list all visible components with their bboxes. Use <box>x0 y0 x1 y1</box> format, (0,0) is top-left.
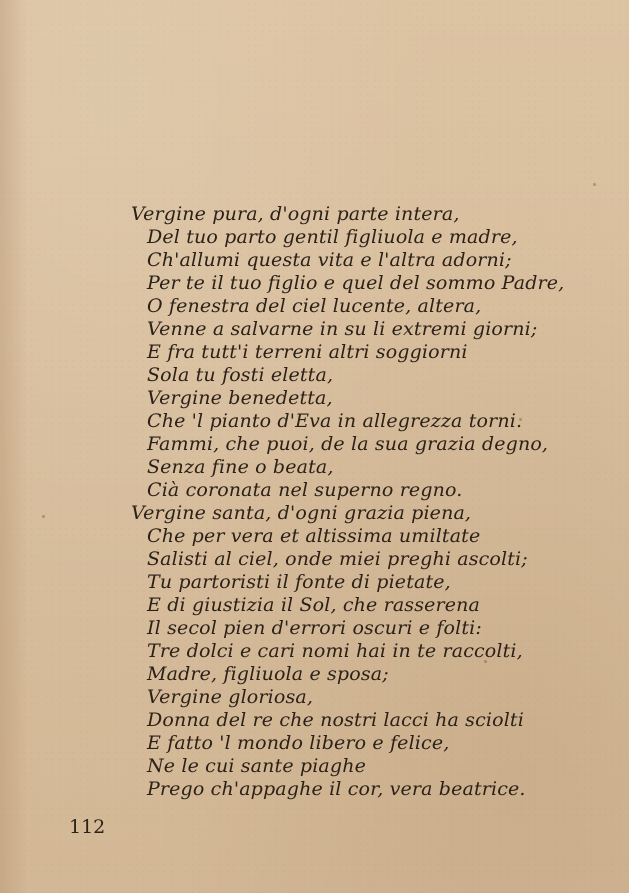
poem-line: Sola tu fosti eletta, <box>147 364 334 386</box>
poem-line: Salisti al ciel, onde miei preghi ascolti; <box>147 548 528 570</box>
poem-line: Per te il tuo figlio e quel del sommo Padre, <box>147 272 565 294</box>
poem-line: E di giustizia il Sol, che rasserena <box>147 594 480 616</box>
poem-line: O fenestra del ciel lucente, altera, <box>147 295 482 317</box>
poem-line: Vergine pura, d'ogni parte intera, <box>131 203 460 225</box>
poem-line: Donna del re che nostri lacci ha sciolti <box>147 709 524 731</box>
poem-line: Senza fine o beata, <box>147 456 334 478</box>
poem-line: E fra tutt'i terreni altri soggiorni <box>147 341 468 363</box>
poem-line: Vergine gloriosa, <box>147 686 314 708</box>
poem-line: Madre, figliuola e sposa; <box>147 663 389 685</box>
poem-line: Tu partoristi il fonte di pietate, <box>147 571 451 593</box>
poem-line: Del tuo parto gentil figliuola e madre, <box>147 226 518 248</box>
poem-line: Tre dolci e cari nomi hai in te raccolti, <box>147 640 523 662</box>
poem-line: Prego ch'appaghe il cor, vera beatrice. <box>147 778 526 800</box>
poem-line: Cià coronata nel superno regno. <box>147 479 463 501</box>
poem-line: Che per vera et altissima umiltate <box>147 525 481 547</box>
poem-line: Ne le cui sante piaghe <box>147 755 367 777</box>
poem-line: Che 'l pianto d'Eva in allegrezza torni. <box>147 410 523 432</box>
poem-line: Venne a salvarne in su li extremi giorni; <box>147 318 538 340</box>
page-number: 112 <box>69 816 106 838</box>
poem-line: E fatto 'l mondo libero e felice, <box>147 732 450 754</box>
poem-line: Fammi, che puoi, de la sua grazia degno, <box>147 433 549 455</box>
poem-line: Vergine benedetta, <box>147 387 333 409</box>
poem-line: Vergine santa, d'ogni grazia piena, <box>131 502 472 524</box>
poem-line: Il secol pien d'errori oscuri e folti: <box>147 617 482 639</box>
poem-line: Ch'allumi questa vita e l'altra adorni; <box>147 249 512 271</box>
